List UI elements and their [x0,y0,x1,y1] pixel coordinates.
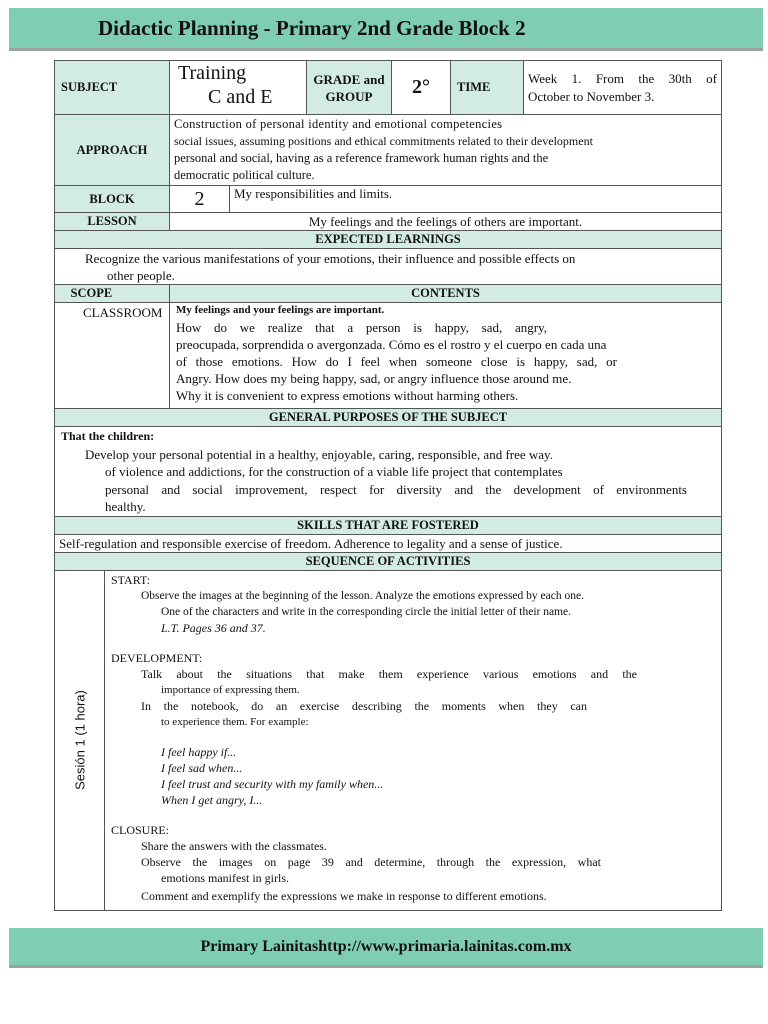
approach-label: APPROACH [55,115,170,186]
skills-heading: SKILLS THAT ARE FOSTERED [55,516,722,534]
sequence-heading: SEQUENCE OF ACTIVITIES [55,552,722,570]
subject-value [170,61,307,115]
grade-label [307,61,392,115]
lesson-label: LESSON [55,213,170,231]
example-1: I feel happy if... [161,744,237,759]
purposes-line-4: healthy. [105,499,146,514]
time-value [524,61,722,115]
lesson-title: My feelings and the feelings of others are important. [170,213,722,231]
expected-learnings-row [55,249,722,285]
sequence-row [55,570,722,910]
contents-row [55,303,722,409]
start-ref: L.T. Pages 36 and 37. [161,620,266,635]
dev2-line-2: to experience them. For example: [161,715,309,728]
contents-label: CONTENTS [170,285,722,303]
closure-line-4: Comment and exemplify the expressions we make in response to different emotions. [141,888,547,903]
contents-text [170,303,722,409]
block-number: 2 [170,186,230,213]
closure-line-1: Share the answers with the classmates. [141,838,327,853]
purposes-heading-row [55,409,722,427]
closure-label: CLOSURE: [111,822,170,837]
purposes-heading: GENERAL PURPOSES OF THE SUBJECT [55,409,722,427]
approach-line-4: democratic political culture. [174,168,315,182]
block-label: BLOCK [55,186,170,213]
expected-learnings-heading: EXPECTED LEARNINGS [55,231,722,249]
dev1-line-1: Talk about the situations that make them experience various emotions and the [141,666,637,681]
development-label: DEVELOPMENT: [111,650,203,665]
time-label: TIME [451,61,524,115]
start-label: START: [111,572,151,587]
sequence-text [105,570,722,910]
planning-table [54,60,722,911]
block-row [55,186,722,213]
expected-line-2: other people. [107,267,175,283]
example-2: I feel sad when... [161,760,243,775]
session-label: Sesión 1 (1 hora) [72,690,87,790]
contents-line-1: How do we realize that a person is happy, sad, angry, [176,320,547,335]
approach-line-1: Construction of personal identity and emotional competencies [174,117,503,131]
time-value-line2: October to November 3. [528,88,655,104]
example-4: When I get angry, I... [161,792,263,807]
dev1-line-2: importance of expressing them. [161,683,300,696]
expected-line-1: Recognize the various manifestations of your emotions, their influence and possible effects on [85,250,576,266]
footer-banner [9,928,763,968]
approach-row [55,115,722,186]
session-cell [55,570,105,910]
scope-label-word: SCOPE [70,286,113,300]
subject-value-line1: Training [178,62,247,84]
start-line-1: Observe the images at the beginning of the lesson. Analyze the emotions expressed by each one. [141,589,584,602]
closure-line-3: emotions manifest in girls. [161,870,289,885]
scope-label-text [70,285,170,303]
purposes-row [55,427,722,517]
purposes-line-1: Develop your personal potential in a healthy, enjoyable, caring, responsible, and free way. [85,446,553,462]
block-title: My responsibilities and limits. [230,186,722,213]
purposes-intro: That the children: [61,429,155,443]
time-value-line1: Week 1. From the 30th of [528,70,717,86]
scope-value: CLASSROOM [55,303,170,409]
contents-line-3: of those emotions. How do I feel when someone close is happy, sad, or [176,354,617,369]
approach-text [170,115,722,186]
purposes-line-3: personal and social improvement, respect for diversity and the development of environments [105,481,687,497]
purposes-line-2: of violence and addictions, for the construction of a viable life project that contemplates [105,464,563,479]
approach-line-3: personal and social, having as a reference framework human rights and the [174,151,549,165]
skills-row [55,534,722,552]
grade-label-line2: GROUP [325,88,373,104]
purposes-text [55,427,722,517]
grade-value: 2° [392,61,451,115]
scope-heading-row [55,285,722,303]
page-title-banner [9,8,763,51]
subject-row [55,61,722,115]
expected-heading-row [55,231,722,249]
contents-line-2: preocupada, sorprendida o avergonzada. Cómo es el rostro y el cuerpo en cada una [176,337,607,352]
grade-label-line1: GRADE and [313,71,385,87]
skills-text: Self-regulation and responsible exercise of freedom. Adherence to legality and a sense of justice. [55,534,722,552]
start-line-2: One of the characters and write in the corresponding circle the initial letter of their name. [161,605,571,618]
contents-line-4: Angry. How does my being happy, sad, or angry influence those around me. [176,371,572,386]
lesson-row [55,213,722,231]
expected-learnings-text [55,249,722,285]
sequence-heading-row [55,552,722,570]
contents-heading: My feelings and your feelings are important. [176,304,385,316]
subject-value-line2: C and E [208,86,273,108]
closure-line-2: Observe the images on page 39 and determine, through the expression, what [141,854,601,869]
contents-line-5: Why it is convenient to express emotions without harming others. [176,388,519,403]
example-3: I feel trust and security with my family when... [161,776,384,791]
skills-heading-row [55,516,722,534]
approach-line-2: social issues, assuming positions and ethical commitments related to their development [174,134,593,148]
footer-text: Primary Lainitashttp://www.primaria.lainitas.com.mx [200,938,572,955]
page-title: Didactic Planning - Primary 2nd Grade Block 2 [98,16,526,40]
subject-label: SUBJECT [55,61,170,115]
dev2-line-1: In the notebook, do an exercise describing the moments when they can [141,698,587,713]
